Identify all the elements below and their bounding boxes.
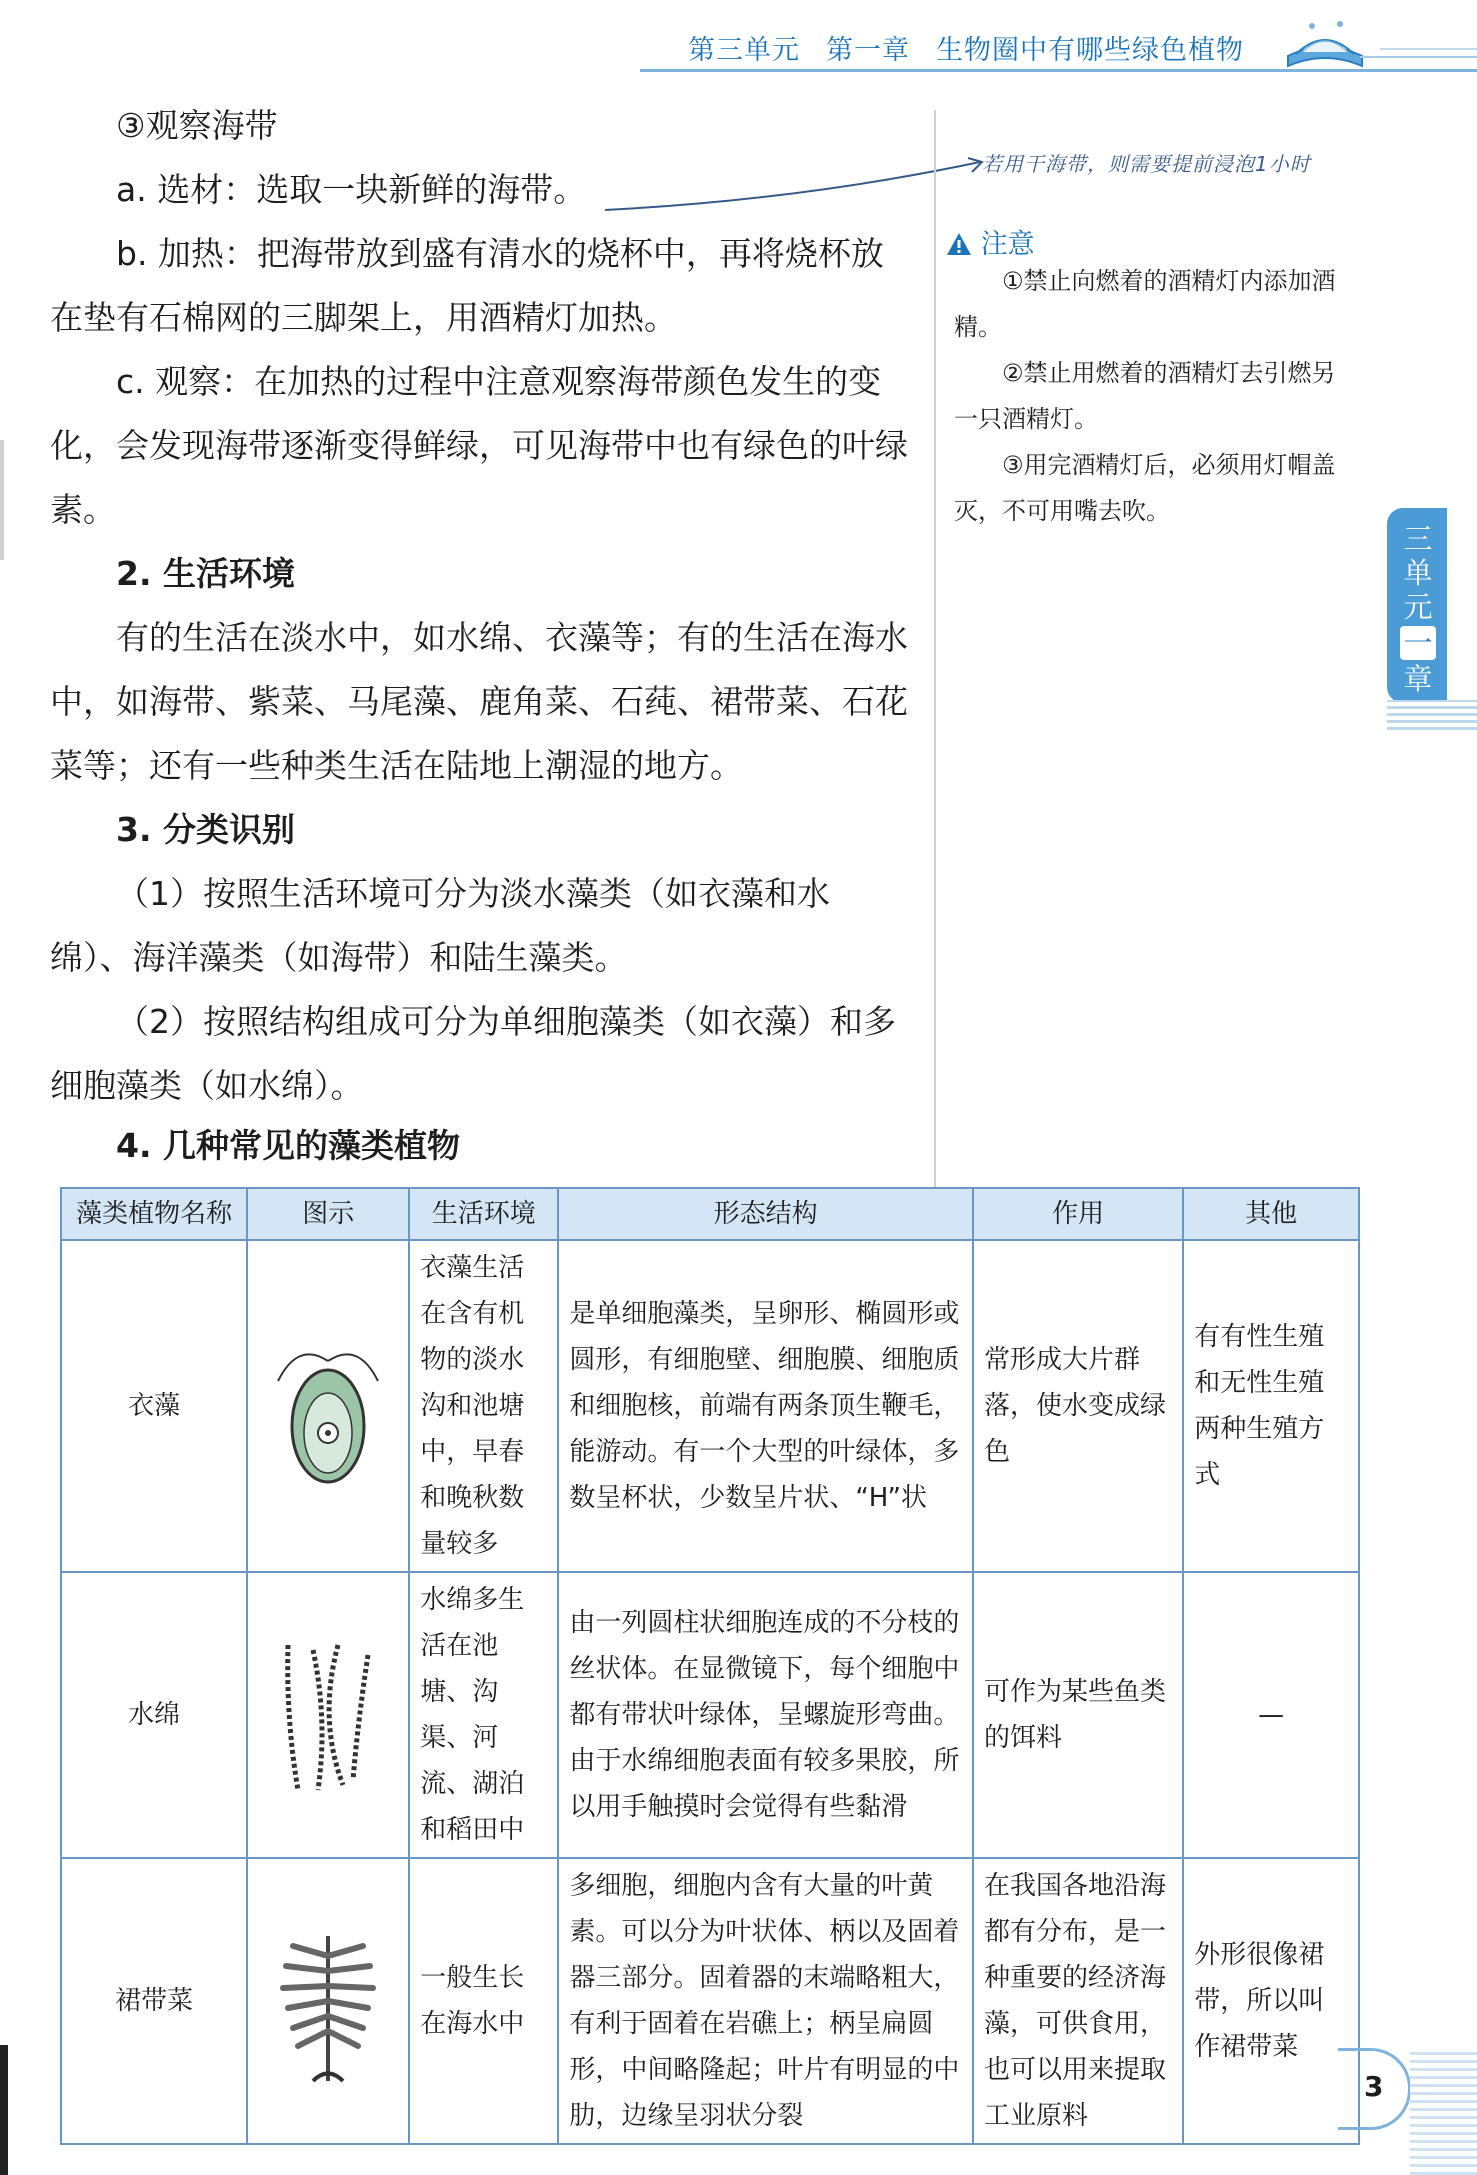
tab-chapter-number: 一	[1400, 626, 1436, 660]
section-3-p2: （2）按照结构组成可分为单细胞藻类（如衣藻）和多细胞藻类（如水绵）。	[50, 1002, 896, 1105]
page-number: 3	[1364, 2070, 1384, 2103]
cell-other: 有有性生殖和无性生殖两种生殖方式	[1183, 1240, 1359, 1572]
annotation-arrow	[600, 150, 990, 220]
col-header-other: 其他	[1183, 1188, 1359, 1240]
header-unit: 第三单元	[688, 35, 800, 66]
main-text	[50, 94, 910, 1174]
section-2-text: 有的生活在淡水中，如水绵、衣藻等；有的生活在海水中，如海带、紫菜、马尾藻、鹿角菜、石莼、裙带菜、石花菜等；还有一些种类生活在陆地上潮湿的地方。	[50, 618, 908, 785]
notice-title: 注意	[980, 229, 1035, 260]
cell-structure: 是单细胞藻类，呈卵形、椭圆形或圆形，有细胞壁、细胞膜、细胞质和细胞核，前端有两条顶生鞭毛，能游动。有一个大型的叶绿体，多数呈杯状，少数呈片状、“H”状	[558, 1240, 973, 1572]
col-header-name: 藻类植物名称	[61, 1188, 247, 1240]
section-3-p1: （1）按照生活环境可分为淡水藻类（如衣藻和水绵）、海洋藻类（如海带）和陆生藻类。	[50, 874, 830, 977]
cell-other: —	[1183, 1572, 1359, 1858]
handwritten-note: 若用干海带，则需要提前浸泡1小时	[982, 152, 1311, 176]
observe-title: ③观察海带	[116, 106, 278, 145]
col-header-use: 作用	[973, 1188, 1183, 1240]
cell-env: 衣藻生活在含有机物的淡水沟和池塘中，早春和晚秋数量较多	[409, 1240, 558, 1572]
algae-table	[60, 1187, 1360, 2145]
book-icon	[1282, 16, 1368, 72]
cell-name: 裙带菜	[61, 1858, 247, 2144]
notice-item: ③用完酒精灯后，必须用灯帽盖灭，不可用嘴去吹。	[954, 451, 1336, 525]
step-c: c. 观察：在加热的过程中注意观察海带颜色发生的变化，会发现海带逐渐变得鲜绿，可见海带中也有绿色的叶绿素。	[50, 362, 908, 529]
col-header-figure: 图示	[247, 1188, 409, 1240]
cell-name: 水绵	[61, 1572, 247, 1858]
notice-item: ②禁止用燃着的酒精灯去引燃另一只酒精灯。	[954, 359, 1336, 433]
section-4-title: 4. 几种常见的藻类植物	[116, 1126, 460, 1165]
header-chapter: 第一章	[826, 35, 910, 66]
table-row	[61, 1240, 1359, 1572]
running-header	[688, 28, 1244, 67]
undaria-illustration	[258, 1916, 398, 2086]
cell-name: 衣藻	[61, 1240, 247, 1572]
cell-figure	[247, 1572, 409, 1858]
cell-figure	[247, 1240, 409, 1572]
step-a: a. 选材：选取一块新鲜的海带。	[116, 170, 587, 209]
header-rule-3	[1380, 48, 1477, 50]
section-2-title: 2. 生活环境	[116, 554, 295, 593]
cell-use: 常形成大片群落，使水变成绿色	[973, 1240, 1183, 1572]
tab-stripes	[1387, 700, 1477, 730]
cell-use: 可作为某些鱼类的饵料	[973, 1572, 1183, 1858]
notice-item: ①禁止向燃着的酒精灯内添加酒精。	[954, 267, 1336, 341]
header-rule-2	[1360, 56, 1477, 58]
chapter-tab-label	[1400, 522, 1436, 696]
tab-unit-label: 三单元	[1403, 522, 1433, 624]
spirogyra-illustration	[258, 1630, 398, 1800]
column-divider	[934, 110, 936, 1190]
chlamydomonas-illustration	[258, 1321, 398, 1491]
col-header-env: 生活环境	[409, 1188, 558, 1240]
notice-list	[954, 258, 1354, 534]
table-header-row	[61, 1188, 1359, 1240]
page-edge-mark-bottom	[0, 2045, 8, 2175]
header-title: 生物圈中有哪些绿色植物	[936, 35, 1244, 66]
tab-chapter-label: 章	[1403, 662, 1433, 696]
cell-env: 水绵多生活在池塘、沟渠、河流、湖泊和稻田中	[409, 1572, 558, 1858]
table-row	[61, 1572, 1359, 1858]
section-3-title: 3. 分类识别	[116, 810, 295, 849]
step-b: b. 加热：把海带放到盛有清水的烧杯中，再将烧杯放在垫有石棉网的三脚架上，用酒精灯加热。	[50, 234, 884, 337]
header-rule	[640, 69, 1477, 72]
cell-env: 一般生长在海水中	[409, 1858, 558, 2144]
cell-structure: 由一列圆柱状细胞连成的不分枝的丝状体。在显微镜下，每个细胞中都有带状叶绿体，呈螺旋形弯曲。由于水绵细胞表面有较多果胶，所以用手触摸时会觉得有些黏滑	[558, 1572, 973, 1858]
cell-structure: 多细胞，细胞内含有大量的叶黄素。可以分为叶状体、柄以及固着器三部分。固着器的末端略粗大，有利于固着在岩礁上；柄呈扁圆形，中间略隆起；叶片有明显的中肋，边缘呈羽状分裂	[558, 1858, 973, 2144]
footer-stripes	[1410, 2050, 1477, 2175]
table-row	[61, 1858, 1359, 2144]
page-edge-mark	[0, 440, 4, 560]
cell-other: 外形很像裙带，所以叫作裙带菜	[1183, 1858, 1359, 2144]
warning-icon	[946, 232, 972, 256]
cell-figure	[247, 1858, 409, 2144]
col-header-structure: 形态结构	[558, 1188, 973, 1240]
notice-heading	[946, 222, 1035, 261]
cell-use: 在我国各地沿海都有分布，是一种重要的经济海藻，可供食用，也可以用来提取工业原料	[973, 1858, 1183, 2144]
